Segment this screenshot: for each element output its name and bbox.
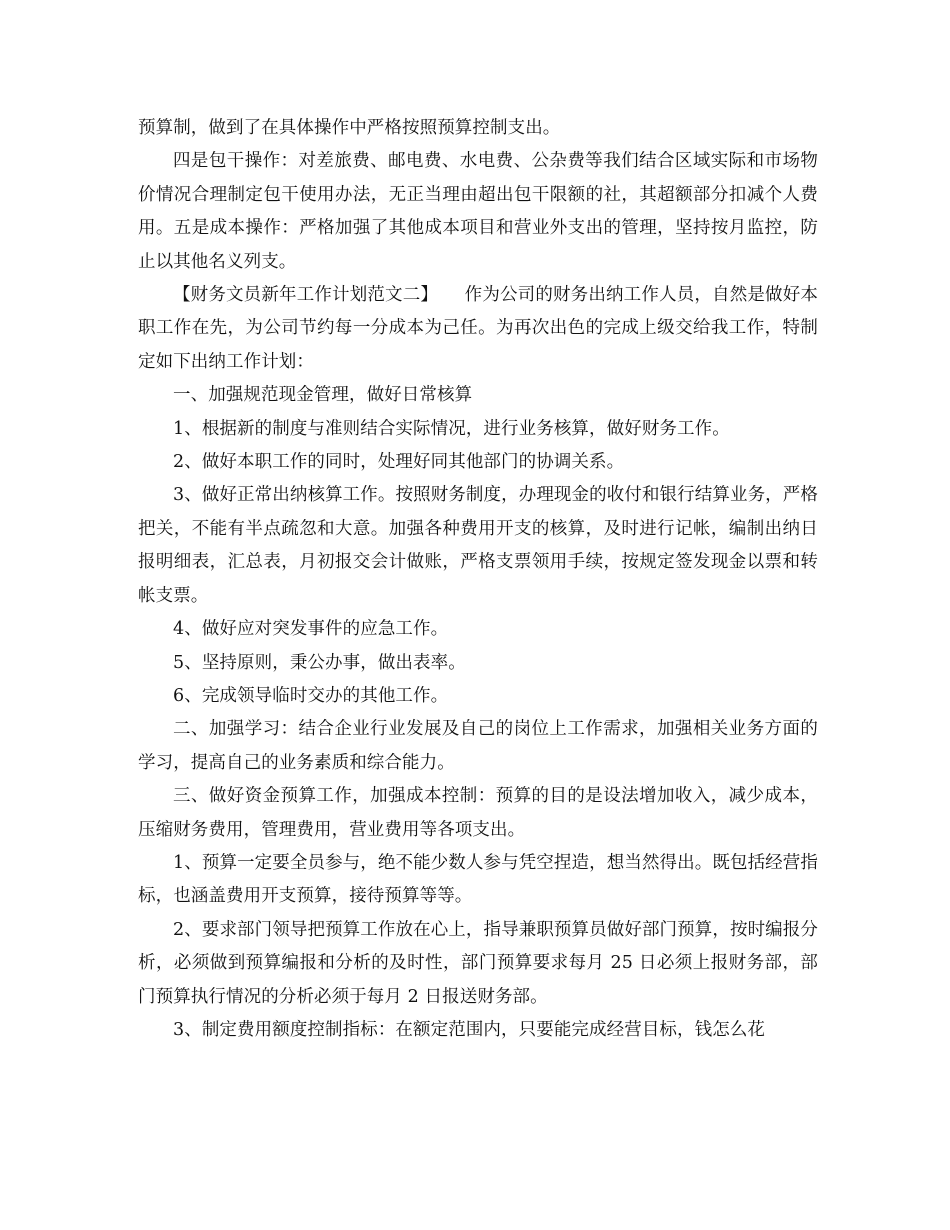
list-item: 5、坚持原则，秉公办事，做出表率。 <box>173 652 466 673</box>
section-heading: 二、加强学习：结合企业行业发展及自己的岗位上工作需求，加强相关业务方面的学习，提高自己的业务素质和综合能力。 <box>138 719 818 773</box>
document-body <box>138 112 818 1047</box>
list-item: 4、做好应对突发事件的应急工作。 <box>173 619 449 640</box>
list-item: 2、要求部门领导把预算工作放在心上，指导兼职预算员做好部门预算，按时编报分析，必须做到预算编报和分析的及时性，部门预算要求每月 25 日必须上报财务部，部门预算执行情况的分析必须于每月 2 日报送财务部。 <box>138 919 818 1007</box>
list-item: 3、做好正常出纳核算工作。按照财务制度，办理现金的收付和银行结算业务，严格把关，不能有半点疏忽和大意。加强各种费用开支的核算，及时进行记帐，编制出纳日报明细表，汇总表，月初报交会计做账，严格支票领用手续，按规定签发现金以票和转帐支票。 <box>138 485 818 606</box>
list-item: 6、完成领导临时交办的其他工作。 <box>173 685 449 706</box>
paragraph: 【财务文员新年工作计划范文二】 作为公司的财务出纳工作人员，自然是做好本职工作在先，为公司节约每一分成本为己任。为再次出色的完成上级交给我工作，特制定如下出纳工作计划： <box>138 285 818 372</box>
list-item: 1、根据新的制度与准则结合实际情况，进行业务核算，做好财务工作。 <box>173 418 730 439</box>
list-item: 3、制定费用额度控制指标：在额定范围内，只要能完成经营目标，钱怎么花 <box>173 1019 766 1040</box>
paragraph: 预算制，做到了在具体操作中严格按照预算控制支出。 <box>138 118 561 138</box>
section-heading: 三、做好资金预算工作，加强成本控制：预算的目的是设法增加收入，减少成本，压缩财务费用，管理费用，营业费用等各项支出。 <box>138 786 818 840</box>
section-heading: 一、加强规范现金管理，做好日常核算 <box>173 385 473 406</box>
list-item: 2、做好本职工作的同时，处理好同其他部门的协调关系。 <box>173 452 625 473</box>
list-item: 1、预算一定要全员参与，绝不能少数人参与凭空捏造，想当然得出。既包括经营指标，也涵盖费用开支预算，接待预算等等。 <box>138 852 818 907</box>
paragraph: 四是包干操作：对差旅费、邮电费、水电费、公杂费等我们结合区域实际和市场物价情况合理制定包干使用办法，无正当理由超出包干限额的社，其超额部分扣减个人费用。五是成本操作：严格加强了其他成本项目和营业外支出的管理，坚持按月监控，防止以其他名义列支。 <box>138 151 818 272</box>
